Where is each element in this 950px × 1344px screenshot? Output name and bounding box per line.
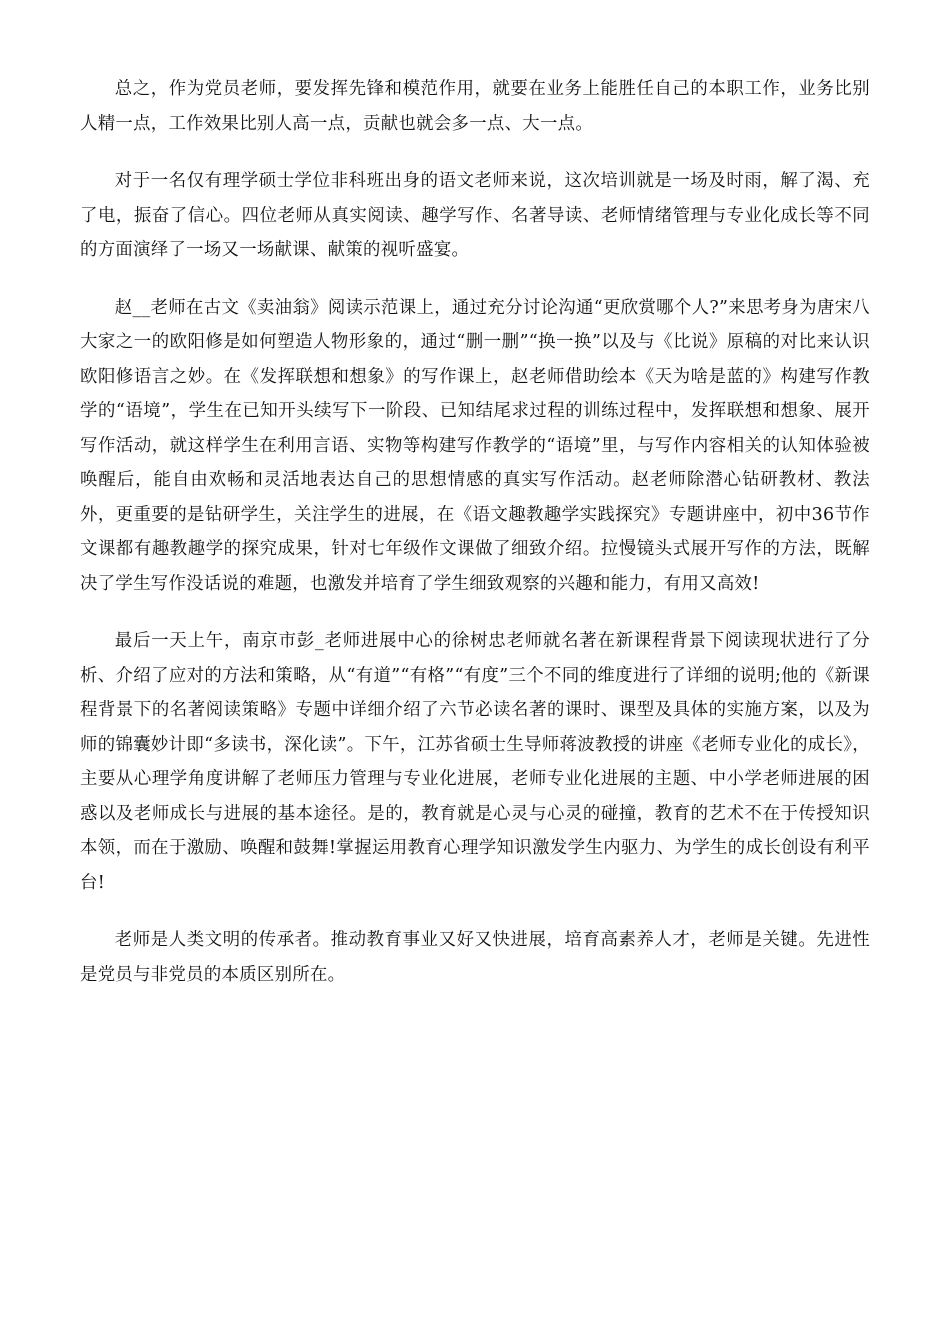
paragraph-4: 最后一天上午，南京市彭_老师进展中心的徐树忠老师就名著在新课程背景下阅读现状进行了分析、介绍了应对的方法和策略，从“有道”“有格”“有度”三个不同的维度进行了详细的说明;他的《新课程背景下的名著阅读策略》专题中详细介绍了六节必读名著的课时、课型及具体的实施方案，以及为师的锦囊妙计即“多读书，深化读”。下午，江苏省硕士生导师蒋波教授的讲座《老师专业化的成长》，主要从心理学角度讲解了老师压力管理与专业化进展，老师专业化进展的主题、中小学老师进展的困惑以及老师成长与进展的基本途径。是的，教育就是心灵与心灵的碰撞，教育的艺术不在于传授知识本领，而在于激励、唤醒和鼓舞!掌握运用教育心理学知识激发学生内驱力、为学生的成长创设有利平台!: [80, 631, 870, 893]
paragraph-2: 对于一名仅有理学硕士学位非科班出身的语文老师来说，这次培训就是一场及时雨，解了渴、充了电，振奋了信心。四位老师从真实阅读、趣学写作、名著导读、老师情绪管理与专业化成长等不同的方面演绎了一场又一场献课、献策的视听盛宴。: [80, 171, 870, 260]
document-page: [80, 72, 870, 1015]
paragraph-3: 赵__老师在古文《卖油翁》阅读示范课上，通过充分讨论沟通“更欣赏哪个人?”来思考身为唐宋八大家之一的欧阳修是如何塑造人物形象的，通过“删一删”“换一换”以及与《比说》原稿的对比来认识欧阳修语言之妙。在《发挥联想和想象》的写作课上，赵老师借助绘本《天为啥是蓝的》构建写作教学的“语境”，学生在已知开头续写下一阶段、已知结尾求过程的训练过程中，发挥联想和想象、展开写作活动，就这样学生在利用言语、实物等构建写作教学的“语境”里，与写作内容相关的认知体验被唤醒后，能自由欢畅和灵活地表达自己的思想情感的真实写作活动。赵老师除潜心钻研教材、教法外，更重要的是钻研学生，关注学生的进展，在《语文趣教趣学实践探究》专题讲座中，初中36节作文课都有趣教趣学的探究成果，针对七年级作文课做了细致介绍。拉慢镜头式展开写作的方法，既解决了学生写作没话说的难题，也激发并培育了学生细致观察的兴趣和能力，有用又高效!: [80, 297, 870, 594]
paragraph-1: 总之，作为党员老师，要发挥先锋和模范作用，就要在业务上能胜任自己的本职工作，业务比别人精一点，工作效果比别人高一点，贡献也就会多一点、大一点。: [80, 79, 870, 134]
paragraph-5: 老师是人类文明的传承者。推动教育事业又好又快进展，培育高素养人才，老师是关键。先进性是党员与非党员的本质区别所在。: [80, 930, 870, 985]
